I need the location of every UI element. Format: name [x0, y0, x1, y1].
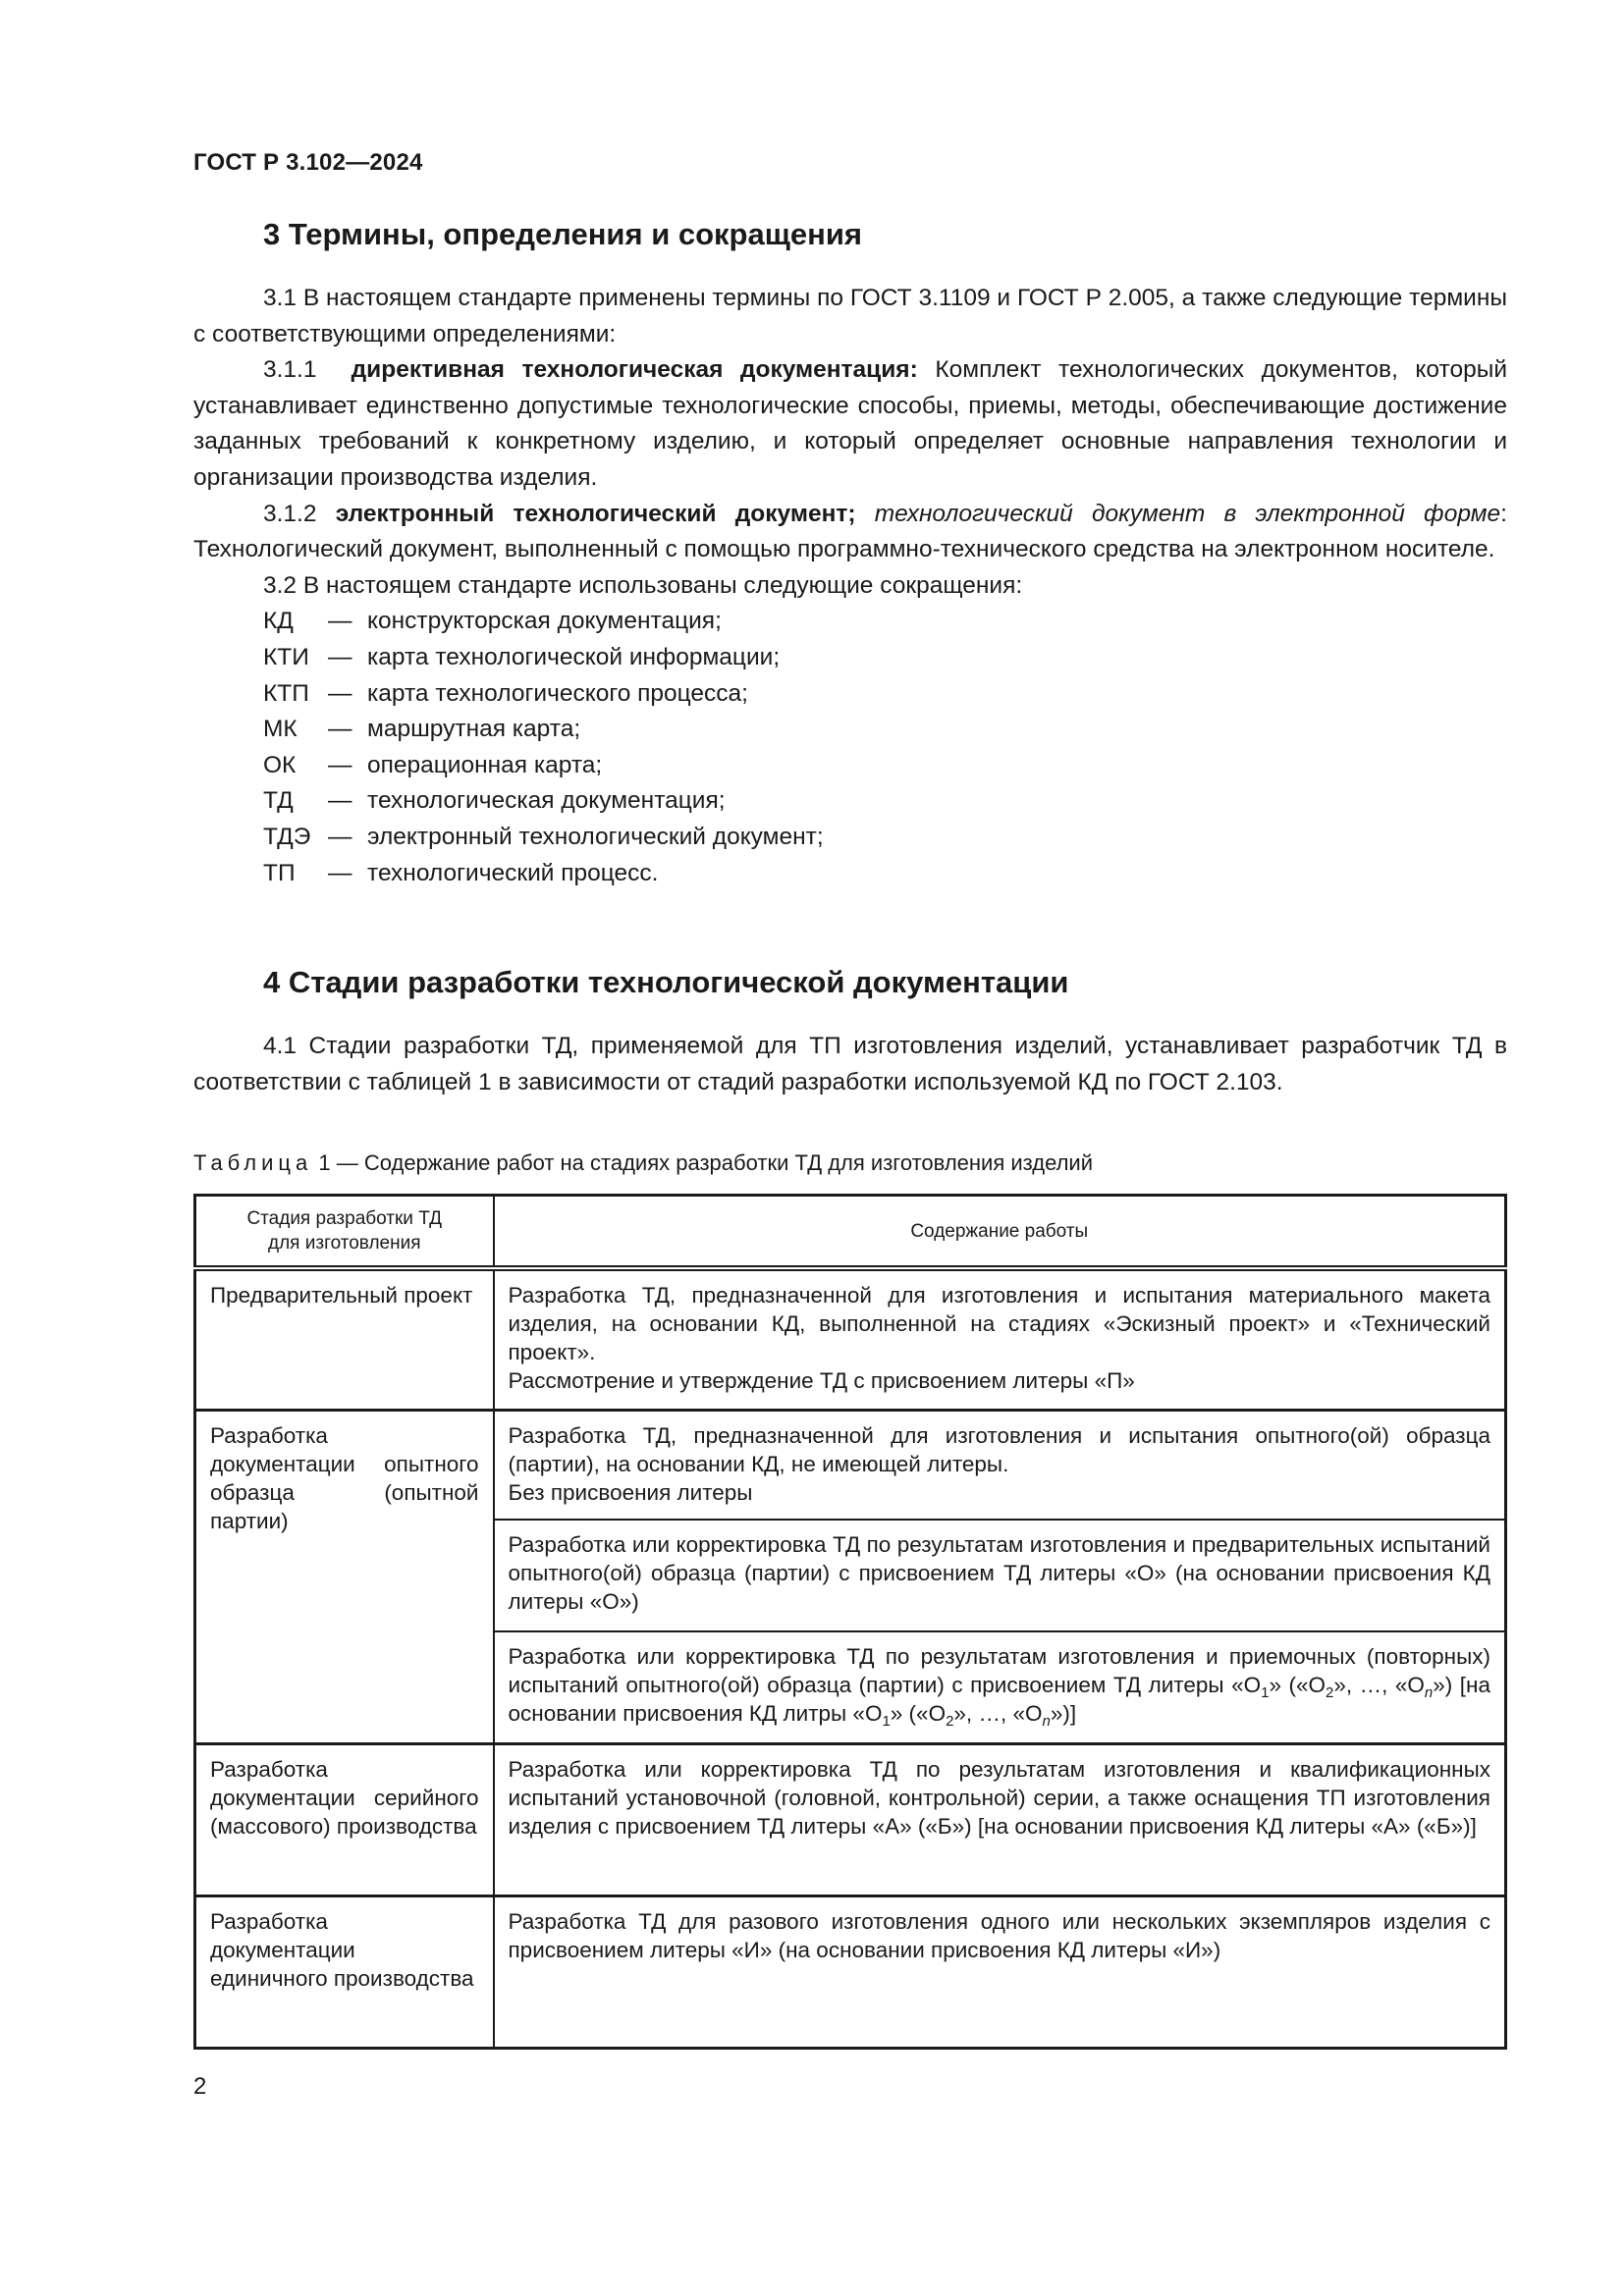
table-row [195, 1410, 1506, 1520]
header-text: Стадия разработки ТД [246, 1208, 443, 1229]
column-header-content: Содержание работы [494, 1196, 1506, 1269]
stage-cell: Предварительный проект [195, 1268, 494, 1410]
subscript: 1 [1261, 1684, 1270, 1701]
content-text: » («О [1269, 1673, 1326, 1697]
table-caption-label: Таблица [193, 1150, 313, 1175]
paragraph-3-2: 3.2 В настоящем стандарте использованы следующие сокращения: [263, 571, 1023, 599]
term-synonym: технологический документ в электронной форме [874, 500, 1501, 527]
stage-cell: Разработка документации единичного производства [195, 1896, 494, 2048]
abbr-term: ТДЭ [263, 823, 311, 850]
abbr-term: ОК [263, 751, 297, 778]
em-dash: — [328, 787, 352, 815]
definition-text: : Технологический документ, выполненный с помощью программно-технического средства на электронном носителе. [193, 500, 1507, 563]
content-text: ») [на основании присвоения КД литры «О [508, 1673, 1490, 1726]
running-title: ГОСТ Р 3.102—2024 [193, 149, 423, 176]
abbr-term: МК [263, 716, 298, 743]
section-4-heading: 4 Стадии разработки технологической документации [263, 965, 1069, 999]
paragraph-3-1-1 [193, 352, 1507, 496]
em-dash: — [328, 823, 352, 850]
em-dash: — [328, 608, 352, 635]
paragraph-3-1: 3.1 В настоящем стандарте применены термины по ГОСТ 3.1109 и ГОСТ Р 2.005, а также следующие термины с соответствующими определениями: [193, 285, 1507, 347]
subscript: n [1424, 1684, 1434, 1701]
content-text: Разработка или корректировка ТД по результатам изготовления и приемочных (повторных) испытаний опытного(ой) образца (партии) с присвоением ТД литеры «О [508, 1644, 1490, 1697]
abbreviation-item [193, 640, 1507, 676]
abbreviation-item [193, 712, 1507, 748]
content-text: » («О [890, 1701, 947, 1726]
subscript: n [1042, 1713, 1051, 1730]
table-row [195, 1268, 1506, 1410]
table-header-row [195, 1196, 1506, 1269]
abbr-meaning: конструкторская документация; [367, 608, 722, 635]
term-electronic-td: электронный технологический документ; [335, 500, 856, 527]
section-3-body [193, 281, 1507, 891]
table-1 [193, 1194, 1507, 2050]
subscript: 2 [1326, 1684, 1334, 1701]
section-4-body [193, 1029, 1507, 1100]
content-text: », …, «О [1333, 1673, 1425, 1697]
abbreviation-item [193, 604, 1507, 640]
page-number: 2 [193, 2073, 207, 2100]
content-text: Разработка ТД, предназначенной для изготовления и испытания материального макета изделия, на основании КД, выполненной на стадиях «Эскизный проект» и «Технический проект». [508, 1283, 1490, 1364]
term-directive-td: директивная технологическая документация: [351, 356, 918, 384]
content-cell [494, 1410, 1506, 1520]
content-text: Разработка ТД, предназначенной для изготовления и испытания опытного(ой) образца (партии), на основании КД, не имеющей литеры. [508, 1422, 1490, 1476]
content-text: Без присвоения литеры [508, 1479, 753, 1505]
abbr-term: КД [263, 608, 294, 635]
content-cell: Разработка или корректировка ТД по результатам изготовления и предварительных испытаний опытного(ой) образца (партии) с присвоением ТД литеры «О» (на основании присвоения КД литеры «О») [494, 1520, 1506, 1631]
abbreviation-item [193, 820, 1507, 856]
abbreviation-item [193, 856, 1507, 892]
definition-text: Комплект технологических документов, который устанавливает единственно допустимые технологические способы, приемы, методы, обеспечивающие достижение заданных требований к конкретному изделию, и который определяет основные направления технологии и организации производства изделия. [193, 356, 1508, 491]
table-row [195, 1896, 1506, 2048]
abbr-term: ТП [263, 859, 296, 886]
abbr-meaning: электронный технологический документ; [367, 823, 824, 850]
table-caption [193, 1150, 1093, 1176]
em-dash: — [328, 716, 352, 743]
abbr-meaning: операционная карта; [367, 751, 603, 778]
stage-cell: Разработка документации опытного образца (опытной партии) [195, 1410, 494, 1743]
table-caption-text: 1 — Содержание работ на стадиях разработки ТД для изготовления изделий [312, 1150, 1094, 1175]
header-text: для изготовления [268, 1233, 421, 1254]
content-cell: Разработка ТД для разового изготовления одного или нескольких экземпляров изделия с присвоением литеры «И» (на основании присвоения КД литеры «И») [494, 1896, 1506, 2048]
section-3-heading: 3 Термины, определения и сокращения [263, 217, 862, 251]
abbr-meaning: технологическая документация; [367, 787, 726, 815]
abbreviation-list [193, 604, 1507, 891]
abbreviation-item [193, 783, 1507, 820]
paragraph-4-1: 4.1 Стадии разработки ТД, применяемой для ТП изготовления изделий, устанавливает разработчик ТД в соответствии с таблицей 1 в зависимости от стадий разработки используемой КД по ГОСТ 2.103. [193, 1033, 1507, 1095]
column-header-stage [195, 1196, 494, 1269]
abbreviation-item [193, 748, 1507, 784]
abbreviation-item [193, 676, 1507, 713]
table-row [195, 1743, 1506, 1896]
clause-number: 3.1.2 [263, 500, 317, 527]
em-dash: — [328, 751, 352, 778]
em-dash: — [328, 643, 352, 670]
content-text: », …, «О [953, 1701, 1043, 1726]
content-text: »)] [1050, 1701, 1077, 1726]
abbr-meaning: технологический процесс. [367, 859, 659, 886]
clause-number: 3.1.1 [263, 356, 317, 384]
abbr-meaning: карта технологической информации; [367, 643, 781, 670]
stage-cell: Разработка документации серийного (массового) производства [195, 1743, 494, 1896]
subscript: 1 [882, 1713, 891, 1730]
content-text: Рассмотрение и утверждение ТД с присвоением литеры «П» [508, 1368, 1135, 1393]
content-cell: Разработка или корректировка ТД по результатам изготовления и квалификационных испытаний установочной (головной, контрольной) серии, а также оснащения ТП изготовления изделия с присвоением ТД литеры «А» («Б») [на основании присвоения КД литеры «А» («Б»)] [494, 1743, 1506, 1896]
em-dash: — [328, 679, 352, 707]
content-cell [494, 1268, 1506, 1410]
abbr-meaning: маршрутная карта; [367, 716, 581, 743]
abbr-term: КТИ [263, 643, 309, 670]
abbr-term: ТД [263, 787, 294, 815]
subscript: 2 [946, 1713, 954, 1730]
em-dash: — [328, 859, 352, 886]
paragraph-3-1-2 [193, 497, 1507, 568]
abbr-term: КТП [263, 679, 309, 707]
content-cell [494, 1631, 1506, 1743]
abbr-meaning: карта технологического процесса; [367, 679, 748, 707]
